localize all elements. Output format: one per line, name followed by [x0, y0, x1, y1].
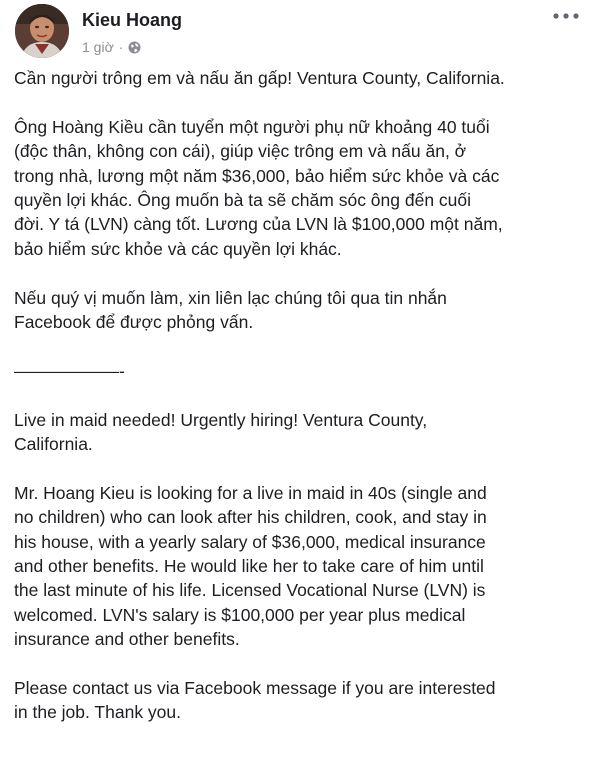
post-paragraph-contact-en: Please contact us via Facebook message if you are interested in the job. Thank you. — [14, 678, 496, 723]
post-paragraph-title-en: Live in maid needed! Urgently hiring! Ventura County, California. — [14, 409, 428, 455]
post-text — [14, 66, 589, 725]
post-divider: ——————- — [14, 360, 125, 381]
avatar[interactable] — [15, 4, 69, 58]
more-options-button[interactable] — [550, 4, 582, 28]
meta-separator: · — [118, 39, 124, 55]
post-paragraph-title-vi: Cần người trông em và nấu ăn gấp! Ventura County, California. — [14, 68, 505, 88]
timestamp[interactable]: 1 giờ — [82, 39, 114, 55]
more-options-icon — [552, 12, 580, 20]
post-paragraph-contact-vi: Nếu quý vị muốn làm, xin liên lạc chúng tôi qua tin nhắn Facebook để được phỏng vấn. — [14, 287, 447, 333]
author-name[interactable]: Kieu Hoang — [82, 10, 183, 30]
post-paragraph-details-vi: Ông Hoàng Kiều cần tuyển một người phụ nữ khoảng 40 tuổi (độc thân, không con cái), giúp việc trông em và nấu ăn, ở trong nhà, lương một năm $36,000, bảo hiểm sức khỏe và các quyền lợi khác. Ông muốn bà ta sẽ chăm sóc ông đến cuối đời. Y tá (LVN) càng tốt. Lương của LVN là $100,000 một năm, bảo hiểm sức khỏe và các quyền lợi khác. — [14, 116, 503, 259]
post-paragraph-details-en: Mr. Hoang Kieu is looking for a live in maid in 40s (single and no children) who can look after his children, cook, and stay in his house, with a yearly salary of $36,000, medical insurance and other benefits. He would like her to take care of him until the last minute of his life. Licensed Vocational Nurse (LVN) is welcomed. LVN's salary is $100,000 per year plus medical insurance and other benefits. — [14, 482, 487, 650]
globe-icon[interactable] — [128, 41, 141, 54]
post-meta — [82, 38, 141, 56]
profile-photo — [15, 4, 69, 58]
post-header — [0, 0, 600, 62]
